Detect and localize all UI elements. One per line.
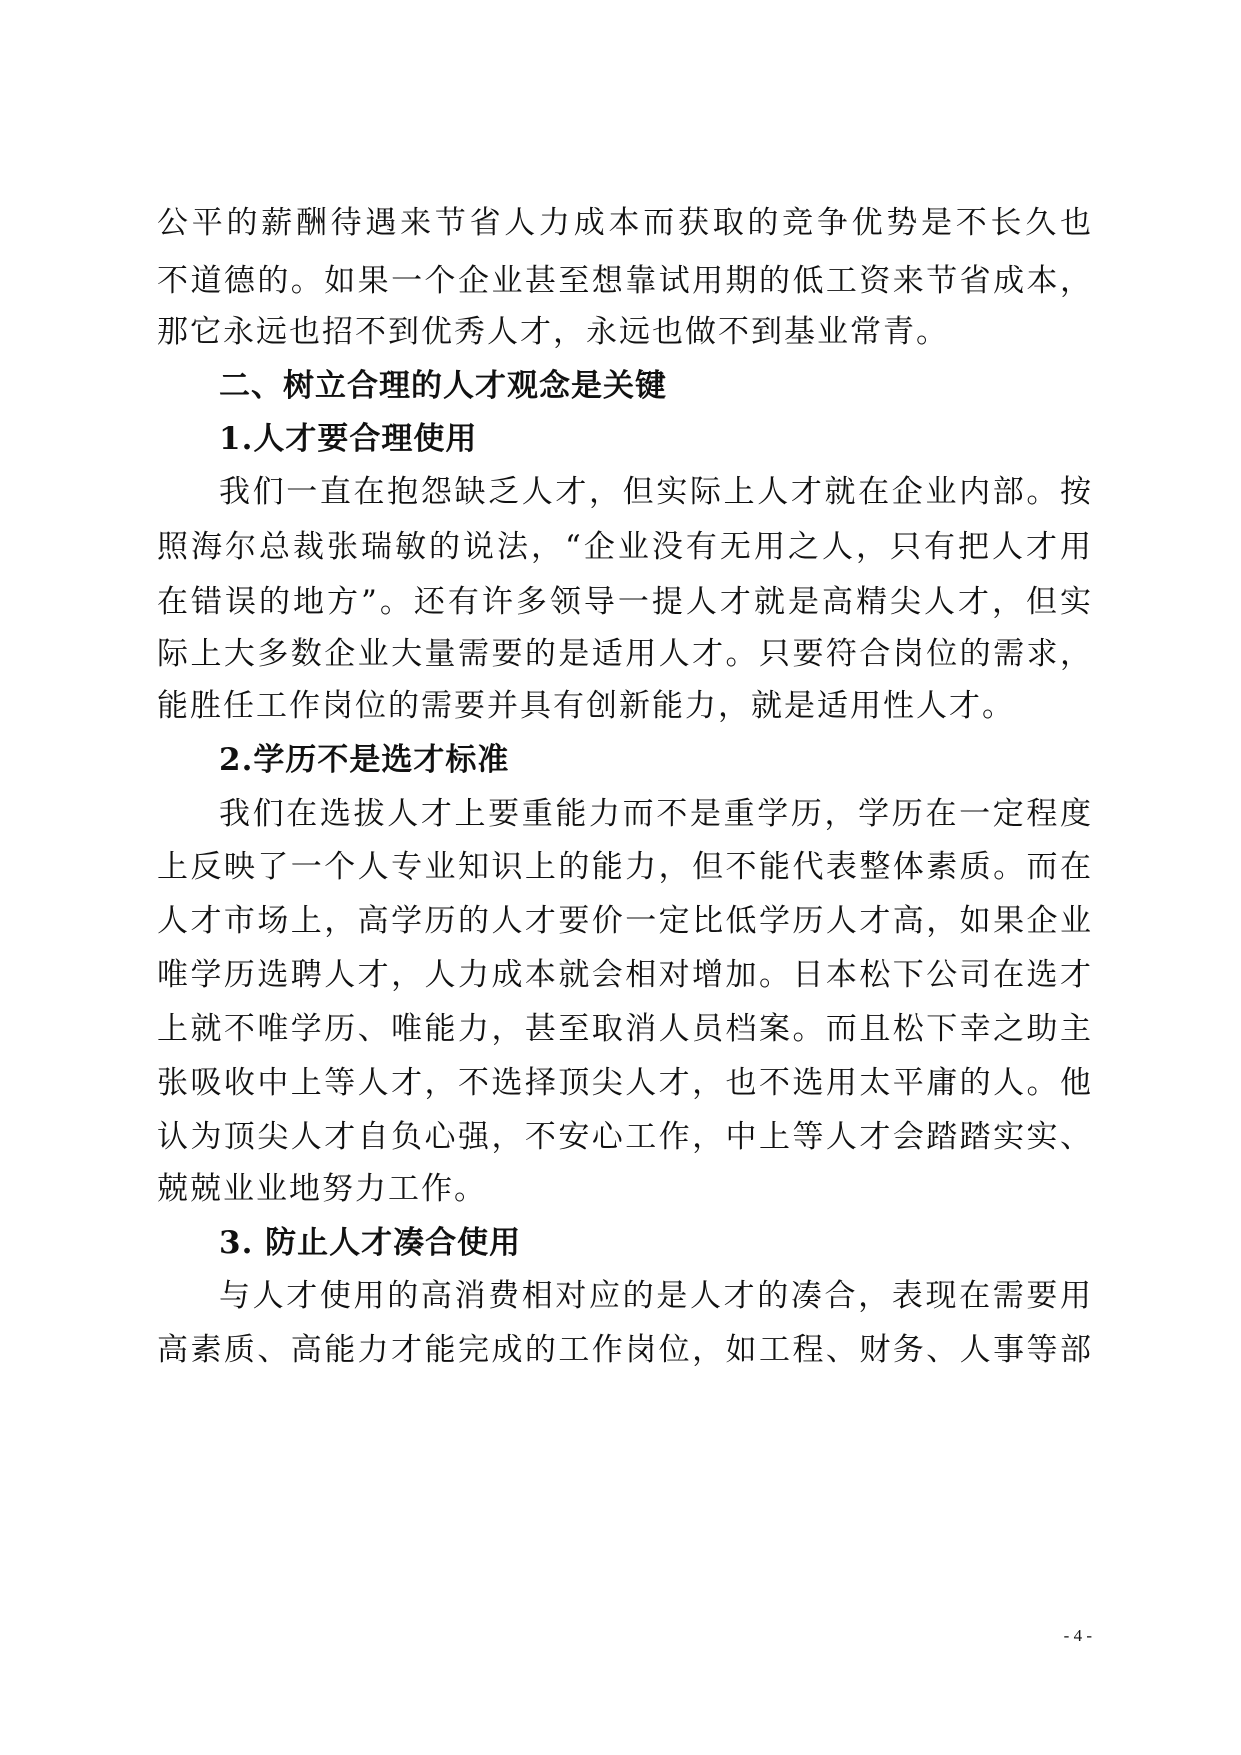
body-text-line: 上反映了一个人专业知识上的能力，但不能代表整体素质。而在: [157, 849, 1093, 885]
page-number: - 4 -: [1063, 1626, 1092, 1645]
body-text-line: 人才市场上，高学历的人才要价一定比低学历人才高，如果企业: [157, 903, 1093, 939]
body-text-line: 我们一直在抱怨缺乏人才，但实际上人才就在企业内部。按: [219, 474, 1093, 510]
body-text-line: 张吸收中上等人才，不选择顶尖人才，也不选用太平庸的人。他: [157, 1065, 1093, 1101]
body-text-line: 唯学历选聘人才，人力成本就会相对增加。日本松下公司在选才: [157, 957, 1093, 993]
body-text-line: 那它永远也招不到优秀人才，永远也做不到基业常青。: [157, 314, 949, 350]
body-text-line: 认为顶尖人才自负心强，不安心工作，中上等人才会踏踏实实、: [157, 1119, 1093, 1155]
subsection-heading: 2.学历不是选才标准: [219, 742, 510, 778]
subsection-heading: 1.人才要合理使用: [219, 421, 478, 457]
body-text-line: 我们在选拔人才上要重能力而不是重学历，学历在一定程度: [219, 796, 1093, 832]
body-text-line: 公平的薪酬待遇来节省人力成本而获取的竞争优势是不长久也: [157, 205, 1093, 241]
body-text-line: 能胜任工作岗位的需要并具有创新能力，就是适用性人才。: [157, 688, 1015, 724]
body-text-line: 照海尔总裁张瑞敏的说法，“企业没有无用之人，只有把人才用: [157, 529, 1093, 565]
subsection-heading: 3. 防止人才凑合使用: [219, 1225, 522, 1261]
body-text-line: 高素质、高能力才能完成的工作岗位，如工程、财务、人事等部: [157, 1332, 1093, 1368]
section-heading: 二、树立合理的人才观念是关键: [219, 368, 667, 404]
body-text-line: 际上大多数企业大量需要的是适用人才。只要符合岗位的需求，: [157, 636, 1093, 672]
body-text-line: 在错误的地方”。还有许多领导一提人才就是高精尖人才，但实: [157, 584, 1093, 620]
body-text-line: 与人才使用的高消费相对应的是人才的凑合，表现在需要用: [219, 1278, 1093, 1314]
body-text-line: 兢兢业业地努力工作。: [157, 1171, 487, 1207]
body-text-line: 上就不唯学历、唯能力，甚至取消人员档案。而且松下幸之助主: [157, 1011, 1093, 1047]
body-text-line: 不道德的。如果一个企业甚至想靠试用期的低工资来节省成本，: [157, 263, 1093, 299]
